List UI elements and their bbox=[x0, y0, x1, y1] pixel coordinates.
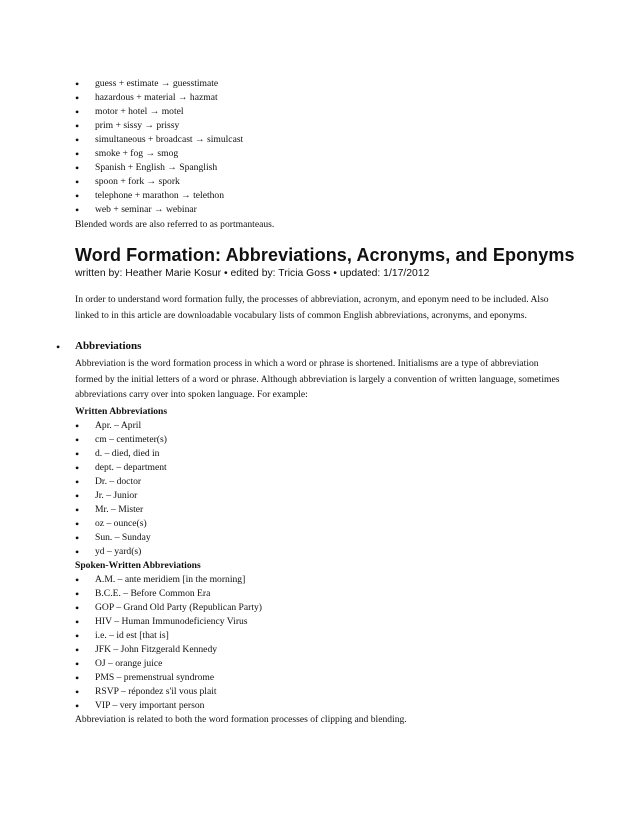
list-item: • RSVP – répondez s'il vous plait bbox=[75, 685, 262, 699]
list-item: • simultaneous + broadcast → simulcast bbox=[75, 133, 243, 147]
list-item: • Spanish + English → Spanglish bbox=[75, 161, 243, 175]
spoken-abbreviations-heading: Spoken-Written Abbreviations bbox=[75, 560, 201, 571]
spoken-abbreviations-block bbox=[75, 559, 262, 713]
list-item: • Dr. – doctor bbox=[75, 475, 167, 489]
list-item: • d. – died, died in bbox=[75, 447, 167, 461]
list-item: • yd – yard(s) bbox=[75, 545, 167, 559]
list-item: • B.C.E. – Before Common Era bbox=[75, 587, 262, 601]
blend-note: Blended words are also referred to as portmanteaus. bbox=[75, 219, 275, 230]
section-paragraph: Abbreviation is the word formation process in which a word or phrase is shortened. Initialisms are a type of abbreviation formed by the initial letters of a word or phrase. Although abbreviation is largely a convention of written language, sometimes abbreviations carry over into spoken language. For example: bbox=[75, 358, 560, 400]
blend-examples-list bbox=[75, 77, 243, 217]
section-heading: Abbreviations bbox=[75, 340, 142, 352]
list-item: • smoke + fog → smog bbox=[75, 147, 243, 161]
list-item: • VIP – very important person bbox=[75, 699, 262, 713]
list-item: • PMS – premenstrual syndrome bbox=[75, 671, 262, 685]
list-item: • hazardous + material → hazmat bbox=[75, 91, 243, 105]
list-item: • A.M. – ante meridiem [in the morning] bbox=[75, 573, 262, 587]
written-abbreviations-list bbox=[75, 419, 167, 559]
list-item: • JFK – John Fitzgerald Kennedy bbox=[75, 643, 262, 657]
list-item: • web + seminar → webinar bbox=[75, 203, 243, 217]
closing-sentence: Abbreviation is related to both the word formation processes of clipping and blending. bbox=[75, 714, 407, 725]
list-item: • Mr. – Mister bbox=[75, 503, 167, 517]
written-abbreviations-block bbox=[75, 405, 167, 559]
article-title: Word Formation: Abbreviations, Acronyms, and Eponyms bbox=[75, 245, 575, 265]
list-item: • GOP – Grand Old Party (Republican Party) bbox=[75, 601, 262, 615]
list-item: • i.e. – id est [that is] bbox=[75, 629, 262, 643]
list-item: • OJ – orange juice bbox=[75, 657, 262, 671]
list-item: • prim + sissy → prissy bbox=[75, 119, 243, 133]
article-byline: written by: Heather Marie Kosur • edited by: Tricia Goss • updated: 1/17/2012 bbox=[75, 268, 430, 279]
intro-paragraph: In order to understand word formation fully, the processes of abbreviation, acronym, and eponym need to be included. Also linked to in this article are downloadable vocabulary lists of common English abbreviations, acronyms, and eponyms. bbox=[75, 294, 549, 321]
list-item: • spoon + fork → spork bbox=[75, 175, 243, 189]
section-bullet: • bbox=[56, 340, 61, 354]
spoken-abbreviations-list bbox=[75, 573, 262, 713]
list-item: • motor + hotel → motel bbox=[75, 105, 243, 119]
list-item: • cm – centimeter(s) bbox=[75, 433, 167, 447]
list-item: • guess + estimate → guesstimate bbox=[75, 77, 243, 91]
list-item: • HIV – Human Immunodeficiency Virus bbox=[75, 615, 262, 629]
list-item: • Apr. – April bbox=[75, 419, 167, 433]
list-item: • Sun. – Sunday bbox=[75, 531, 167, 545]
list-item: • oz – ounce(s) bbox=[75, 517, 167, 531]
list-item: • dept. – department bbox=[75, 461, 167, 475]
list-item: • Jr. – Junior bbox=[75, 489, 167, 503]
written-abbreviations-heading: Written Abbreviations bbox=[75, 406, 168, 417]
list-item: • telephone + marathon → telethon bbox=[75, 189, 243, 203]
